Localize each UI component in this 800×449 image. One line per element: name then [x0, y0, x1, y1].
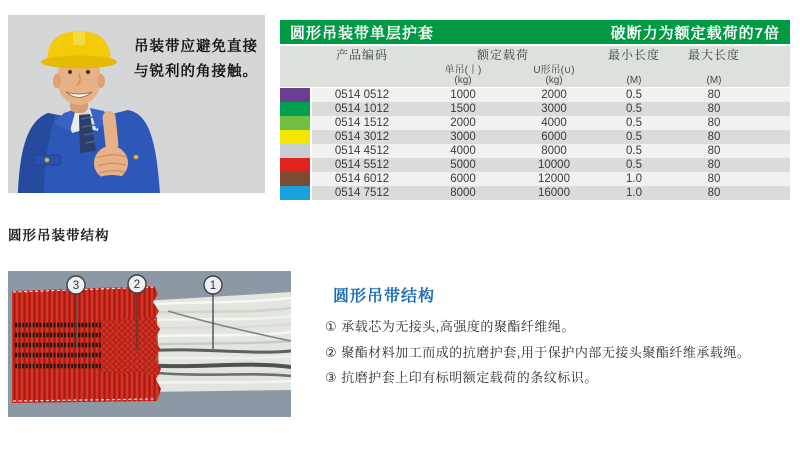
safety-photo-panel [8, 15, 265, 193]
structure-info-item: ② 聚酯材料加工而成的抗磨护套,用于保护内部无接头聚酯纤维承载绳。 [325, 344, 751, 360]
single-hitch-cell: 4000 [450, 145, 476, 157]
u-hitch-cell: 10000 [538, 159, 570, 171]
table-row [280, 158, 790, 172]
safety-caption-line1: 吊装带应避免直接 [134, 39, 258, 55]
color-swatch [280, 158, 312, 172]
col-header-u-hitch: U形吊(∪) [533, 65, 575, 76]
product-code-cell: 0514 1012 [334, 103, 390, 115]
structure-section-label: 圆形吊装带结构 [8, 228, 110, 243]
spec-table [280, 20, 790, 200]
max-length-cell: 80 [707, 117, 721, 129]
color-swatch [280, 88, 312, 102]
single-hitch-cell: 5000 [450, 159, 476, 171]
single-hitch-cell: 6000 [450, 173, 476, 185]
col-unit-kg-u: (kg) [545, 75, 563, 86]
single-hitch-cell: 1500 [450, 103, 476, 115]
min-length-cell: 0.5 [626, 103, 642, 115]
table-row [280, 102, 790, 116]
product-code-cell: 0514 1512 [334, 117, 390, 129]
spec-table-title [280, 20, 790, 44]
product-code-cell: 0514 4512 [334, 145, 390, 157]
col-unit-m-min: (M) [626, 75, 642, 86]
col-unit-m-max: (M) [706, 75, 722, 86]
callout-1-label: 1 [209, 280, 217, 293]
spec-table-header [280, 46, 790, 87]
callout-3-label: 3 [72, 280, 80, 293]
color-swatch [280, 130, 312, 144]
callout-3 [67, 276, 85, 294]
table-row [280, 130, 790, 144]
table-row [280, 116, 790, 130]
min-length-cell: 0.5 [626, 131, 642, 143]
max-length-cell: 80 [707, 89, 721, 101]
max-length-cell: 80 [707, 131, 721, 143]
product-code-cell: 0514 6012 [334, 173, 390, 185]
single-hitch-cell: 3000 [450, 131, 476, 143]
safety-caption [134, 35, 258, 85]
single-hitch-cell: 2000 [450, 117, 476, 129]
callout-1 [204, 276, 222, 294]
col-header-rated-load: 额定载荷 [476, 48, 529, 62]
table-row [280, 88, 790, 102]
min-length-cell: 0.5 [626, 89, 642, 101]
u-hitch-cell: 16000 [538, 187, 570, 199]
u-hitch-cell: 2000 [541, 89, 567, 101]
structure-info-block [325, 283, 797, 391]
col-header-single-hitch: 单吊(丨) [444, 65, 482, 76]
roundsling-structure-image [8, 271, 291, 417]
callout-2 [128, 275, 146, 293]
col-header-min-length: 最小长度 [607, 48, 660, 62]
max-length-cell: 80 [707, 103, 721, 115]
min-length-cell: 0.5 [626, 145, 642, 157]
col-header-max-length: 最大长度 [687, 48, 740, 62]
color-swatch [280, 186, 312, 200]
u-hitch-cell: 3000 [541, 103, 567, 115]
spec-table-body [280, 88, 790, 200]
max-length-cell: 80 [707, 159, 721, 171]
color-swatch [280, 172, 312, 186]
min-length-cell: 1.0 [626, 187, 642, 199]
table-row [280, 144, 790, 158]
u-hitch-cell: 8000 [541, 145, 567, 157]
spec-title-right: 破断力为额定载荷的7倍 [610, 24, 780, 42]
callout-2-label: 2 [133, 279, 141, 292]
structure-info-item: ① 承载芯为无接头,高强度的聚酯纤维绳。 [325, 319, 575, 334]
min-length-cell: 0.5 [626, 117, 642, 129]
max-length-cell: 80 [707, 145, 721, 157]
max-length-cell: 80 [707, 187, 721, 199]
col-unit-kg-single: (kg) [454, 75, 472, 86]
single-hitch-cell: 8000 [450, 187, 476, 199]
table-row [280, 172, 790, 186]
structure-info-heading: 圆形吊带结构 [333, 288, 436, 305]
product-code-cell: 0514 0512 [334, 89, 390, 101]
u-hitch-cell: 4000 [541, 117, 567, 129]
color-swatch [280, 116, 312, 130]
table-row [280, 186, 790, 200]
color-swatch [280, 144, 312, 158]
sleeve-overlay-patch [101, 317, 159, 375]
min-length-cell: 0.5 [626, 159, 642, 171]
u-hitch-cell: 6000 [541, 131, 567, 143]
safety-caption-line2: 与锐利的角接触。 [134, 64, 258, 80]
product-code-cell: 0514 5512 [334, 159, 390, 171]
u-hitch-cell: 12000 [538, 173, 570, 185]
product-code-cell: 0514 3012 [334, 131, 390, 143]
color-swatch [280, 102, 312, 116]
col-header-product-code: 产品编码 [335, 48, 388, 62]
product-code-cell: 0514 7512 [334, 187, 390, 199]
structure-info-list [325, 314, 797, 391]
single-hitch-cell: 1000 [450, 89, 476, 101]
max-length-cell: 80 [707, 173, 721, 185]
structure-info-item: ③ 抗磨护套上印有标明额定载荷的条纹标识。 [325, 370, 598, 385]
spec-title-left: 圆形吊装带单层护套 [290, 24, 435, 42]
min-length-cell: 1.0 [626, 173, 642, 185]
